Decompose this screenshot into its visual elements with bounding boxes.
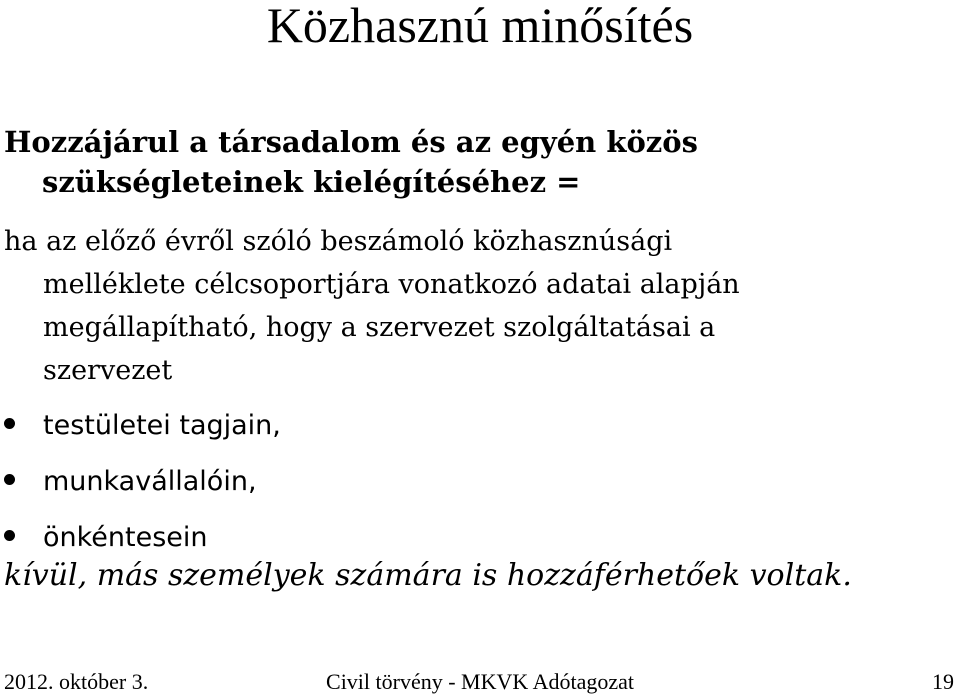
slide-title: Közhasznú minősítés <box>266 0 694 53</box>
footer <box>0 668 960 696</box>
paragraph-line-1: ha az előző évről szóló beszámoló közhasznúsági <box>4 226 673 257</box>
bullet-list <box>4 398 281 566</box>
footer-date: 2012. október 3. <box>4 669 149 694</box>
bullet-icon <box>4 418 15 429</box>
list-item-text: önkéntesein <box>43 522 208 553</box>
heading-line-2: szükségleteinek kielégítéséhez = <box>42 165 581 199</box>
heading-line-1: Hozzájárul a társadalom és az egyén közös <box>4 125 698 159</box>
paragraph-line-3: megállapítható, hogy a szervezet szolgáltatásai a <box>43 312 716 343</box>
list-item-text: munkavállalóin, <box>43 466 257 497</box>
list-item-text: testületei tagjain, <box>43 410 281 441</box>
bullet-icon <box>4 530 15 541</box>
page-number: 19 <box>932 669 954 694</box>
list-item <box>4 398 281 454</box>
heading-text <box>4 122 698 202</box>
body-paragraph <box>4 220 740 392</box>
paragraph-line-4: szervezet <box>43 355 173 386</box>
footer-title: Civil törvény - MKVK Adótagozat <box>326 669 634 694</box>
bullet-icon <box>4 474 15 485</box>
closing-line: kívül, más személyek számára is hozzáférhetőek voltak. <box>4 558 852 593</box>
paragraph-line-2: melléklete célcsoportjára vonatkozó adatai alapján <box>43 269 740 300</box>
list-item <box>4 454 281 510</box>
